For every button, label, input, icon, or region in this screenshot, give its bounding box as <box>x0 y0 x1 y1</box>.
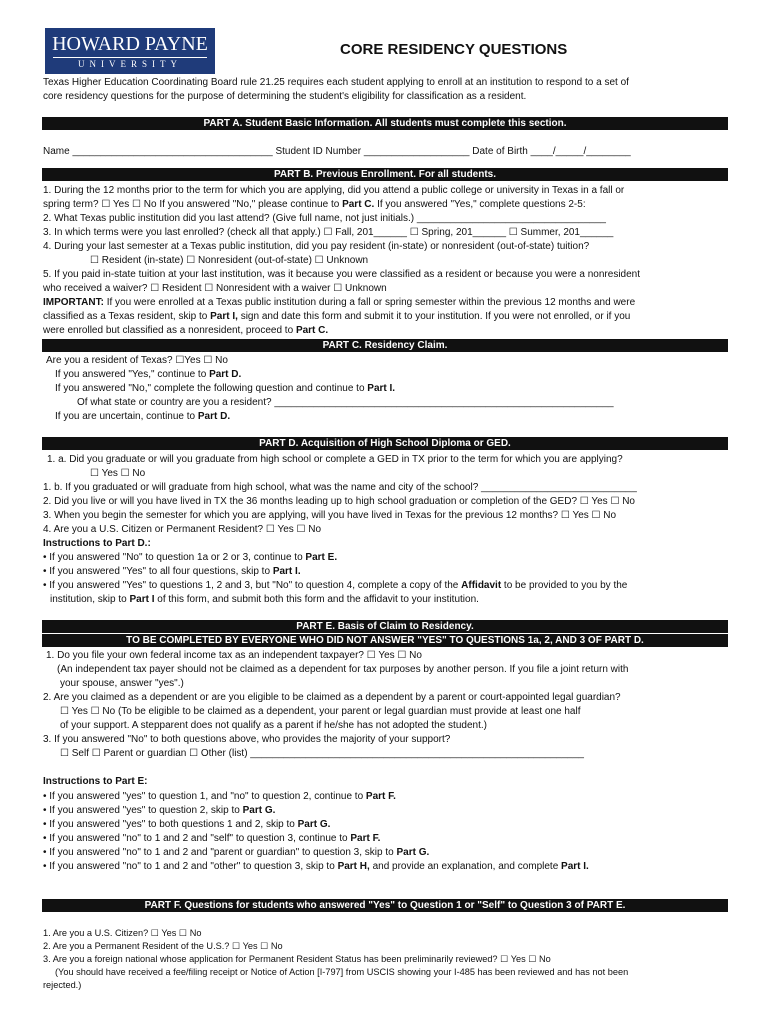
form-line: were enrolled but classified as a nonresident, proceed to Part C. <box>43 325 329 336</box>
bold-label: IMPORTANT: <box>43 297 104 308</box>
form-line: of your support. A stepparent does not qualify as a parent if he/she has not adopted the student.) <box>60 720 487 731</box>
part-reference: Part C. <box>342 199 375 210</box>
section-header: PART F. Questions for students who answered "Yes" to Question 1 or "Self" to Question 3 of PART E. <box>42 899 728 912</box>
bold-label: Instructions to Part E: <box>43 776 148 787</box>
form-line: Are you a resident of Texas? ☐Yes ☐ No <box>46 355 228 366</box>
part-reference: Part D. <box>209 369 242 380</box>
form-line: (An independent tax payer should not be claimed as a dependent for tax purposes by another person. If you file a joint return with <box>57 664 629 675</box>
form-line: classified as a Texas resident, skip to Part I, sign and date this form and submit it to your institution. If you were not enrolled, or if you <box>43 311 631 322</box>
part-reference: Part I. <box>367 383 396 394</box>
page-title: CORE RESIDENCY QUESTIONS <box>340 41 568 58</box>
section-header: PART C. Residency Claim. <box>42 339 728 352</box>
section-header: PART D. Acquisition of High School Diploma or GED. <box>42 437 728 450</box>
part-reference: Part I. <box>272 566 301 577</box>
form-line: • If you answered "no" to 1 and 2 and "parent or guardian" to question 3, skip to Part G. <box>43 847 430 858</box>
part-reference: Affidavit <box>461 580 502 591</box>
form-line <box>43 775 147 788</box>
part-reference: Part F. <box>350 833 381 844</box>
form-line: ☐ Yes ☐ No (To be eligible to be claimed as a dependent, your parent or legal guardian must provide at least one half <box>60 706 581 717</box>
form-line: 4. During your last semester at a Texas public institution, did you pay resident (in-state) or nonresident (out-of-state) tuition? <box>43 241 590 252</box>
part-reference: Part D. <box>197 411 231 422</box>
form-line: ☐ Resident (in-state) ☐ Nonresident (out-of-state) ☐ Unknown <box>90 255 369 266</box>
form-line: 3. In which terms were you last enrolled? (check all that apply.) ☐ Fall, 201______ ☐ Spring, 201______ ☐ Summer, 201______ <box>43 227 614 238</box>
logo-line-1: HOWARD PAYNE <box>52 33 208 55</box>
form-line: Name ____________________________________ Student ID Number ___________________ Date of Birth ____/_____/________ <box>43 146 631 157</box>
form-line: 1. During the 12 months prior to the term for which you are applying, did you attend a public college or university in Texas in a fall or <box>43 185 625 196</box>
form-line: 5. If you paid in-state tuition at your last institution, was it because you were classified as a resident or because you were a nonresident <box>43 269 640 280</box>
form-line: • If you answered "Yes" to all four questions, skip to Part I. <box>43 566 301 577</box>
section-header: PART A. Student Basic Information. All students must complete this section. <box>42 117 728 130</box>
section-header: PART E. Basis of Claim to Residency. <box>42 620 728 633</box>
part-reference: Part G. <box>242 805 276 816</box>
form-line: 2. Are you a Permanent Resident of the U.S.? ☐ Yes ☐ No <box>43 941 283 951</box>
form-line: If you answered "Yes," continue to Part D. <box>55 369 242 380</box>
form-line: IMPORTANT: If you were enrolled at a Texas public institution during a fall or spring semester within the previous 12 months and were <box>43 297 636 308</box>
form-line: 1. Do you file your own federal income tax as an independent taxpayer? ☐ Yes ☐ No <box>46 650 422 661</box>
form-line: 1. a. Did you graduate or will you graduate from high school or complete a GED in TX prior to the term for which you are applying? <box>47 454 623 465</box>
part-reference: Part C. <box>295 325 329 336</box>
part-reference: Part I <box>129 594 155 605</box>
form-line: 2. What Texas public institution did you last attend? (Give full name, not just initials.) __________________________________ <box>43 213 606 224</box>
form-line: Of what state or country are you a resident? _____________________________________________________________ <box>77 397 614 408</box>
form-line: spring term? ☐ Yes ☐ No If you answered "No," please continue to Part C. If you answered "Yes," complete questions 2-5: <box>43 199 586 210</box>
part-reference: Part I. <box>561 861 589 872</box>
form-line: 1. Are you a U.S. Citizen? ☐ Yes ☐ No <box>43 928 202 938</box>
form-line: If you answered "No," complete the following question and continue to Part I. <box>55 383 396 394</box>
form-line: (You should have received a fee/filing receipt or Notice of Action [I-797] from USCIS showing your I-485 has been reviewed and has not been <box>55 967 629 977</box>
part-reference: Part I, <box>210 311 238 322</box>
part-reference: Part E. <box>305 552 338 563</box>
form-line: • If you answered "yes" to question 2, skip to Part G. <box>43 805 276 816</box>
form-line <box>43 537 151 550</box>
form-line: • If you answered "yes" to both questions 1 and 2, skip to Part G. <box>43 819 331 830</box>
form-line: • If you answered "no" to 1 and 2 and "self" to question 3, continue to Part F. <box>43 833 381 844</box>
form-line: institution, skip to Part I of this form, and submit both this form and the affidavit to your institution. <box>50 594 479 605</box>
form-line: 2. Are you claimed as a dependent or are you eligible to be claimed as a dependent by a parent or court-appointed legal guardian? <box>43 692 621 703</box>
bold-label: Instructions to Part D.: <box>43 538 151 549</box>
form-line: 3. If you answered "No" to both questions above, who provides the majority of your support? <box>43 734 451 745</box>
form-line: who received a waiver? ☐ Resident ☐ Nonresident with a waiver ☐ Unknown <box>43 283 387 294</box>
form-line: 4. Are you a U.S. Citizen or Permanent Resident? ☐ Yes ☐ No <box>43 524 322 535</box>
university-logo <box>45 28 215 74</box>
form-line: ☐ Yes ☐ No <box>90 468 146 479</box>
section-header: TO BE COMPLETED BY EVERYONE WHO DID NOT ANSWER "YES" TO QUESTIONS 1a, 2, AND 3 OF PART D. <box>42 634 728 647</box>
form-line: If you are uncertain, continue to Part D. <box>55 411 231 422</box>
form-line: 3. Are you a foreign national whose application for Permanent Resident Status has been preliminarily reviewed? ☐ Yes ☐ No <box>43 954 551 964</box>
part-reference: Part H, <box>337 861 370 872</box>
intro-line-2: core residency questions for the purpose of determining the student's eligibility for classification as a resident. <box>43 91 527 102</box>
form-line: • If you answered "Yes" to questions 1, 2 and 3, but "No" to question 4, complete a copy of the Affidavit to be provided to you by the <box>43 580 628 591</box>
intro-line-1: Texas Higher Education Coordinating Board rule 21.25 requires each student applying to enroll at an institution to respond to a set of <box>43 77 629 88</box>
form-line: rejected.) <box>43 980 82 990</box>
form-line: • If you answered "no" to 1 and 2 and "other" to question 3, skip to Part H, and provide an explanation, and complete Part I. <box>43 861 589 872</box>
form-line: ☐ Self ☐ Parent or guardian ☐ Other (list) ____________________________________________________________ <box>60 748 584 759</box>
form-line: 3. When you begin the semester for which you are applying, will you have lived in Texas for the previous 12 months? ☐ Yes ☐ No <box>43 510 617 521</box>
form-line: • If you answered "No" to question 1a or 2 or 3, continue to Part E. <box>43 552 338 563</box>
form-line: your spouse, answer "yes".) <box>60 678 184 689</box>
form-line: • If you answered "yes" to question 1, and "no" to question 2, continue to Part F. <box>43 791 396 802</box>
logo-line-2: UNIVERSITY <box>53 57 207 71</box>
part-reference: Part G. <box>396 847 430 858</box>
section-header: PART B. Previous Enrollment. For all students. <box>42 168 728 181</box>
part-reference: Part G. <box>297 819 331 830</box>
form-line: 2. Did you live or will you have lived in TX the 36 months leading up to high school graduation or completion of the GED? ☐ Yes ☐ No <box>43 496 635 507</box>
form-line: 1. b. If you graduated or will graduate from high school, what was the name and city of the school? ____________________________ <box>43 482 637 493</box>
part-reference: Part F. <box>365 791 396 802</box>
